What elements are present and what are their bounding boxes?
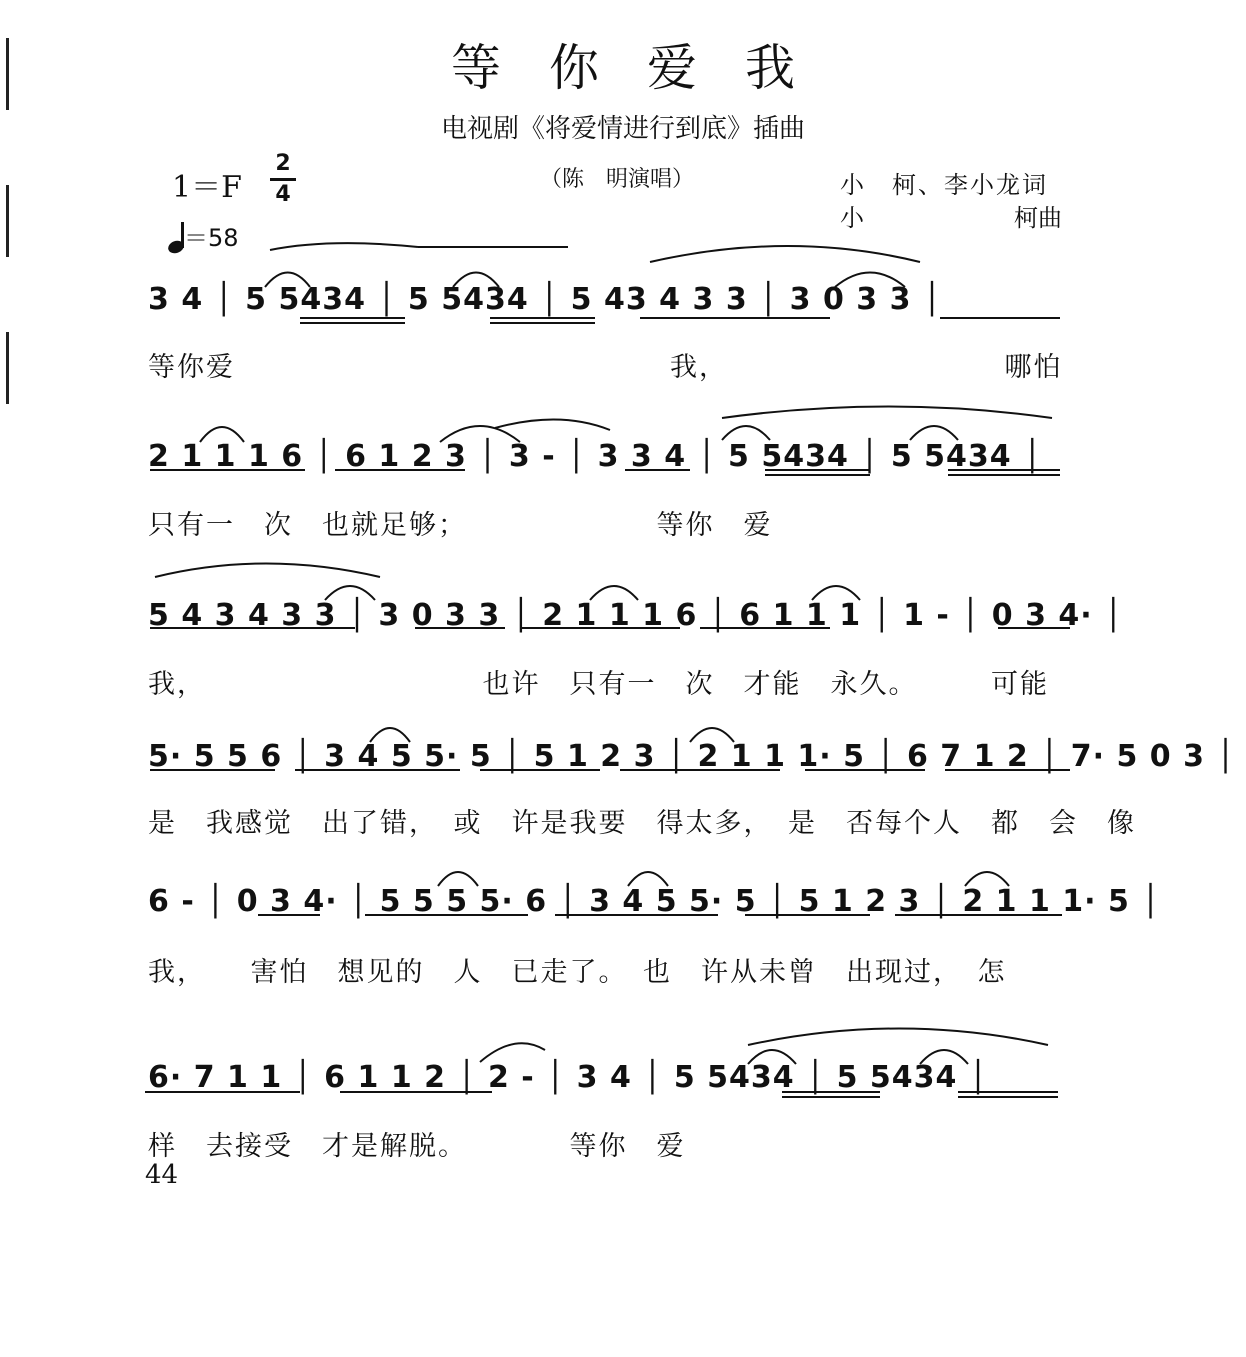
score-line-2 <box>148 437 1088 477</box>
notation-line: 6· 7 1 1 │ 6 1 1 2 │ 2 - │ 3 4 │ 5 5434 │ 5 5434 │ <box>148 1060 988 1095</box>
score-line-5 <box>148 882 1161 922</box>
quarter-note-icon <box>168 225 184 253</box>
lyrics-line-6: 样 去接受 才是解脱。 等你 爱 <box>148 1131 686 1162</box>
lyricist-credit: 小 柯、李小龙词 <box>840 171 1048 199</box>
composer-name: 小 <box>840 204 864 232</box>
notation-line: 5 4 3 4 3 3 │ 3 0 3 3 │ 2 1 1 1 6 │ 6 1 1 1 │ 1 - │ 0 3 4· │ <box>148 598 1124 633</box>
slur-arc <box>495 419 610 430</box>
composer-suffix: 柯曲 <box>1014 204 1062 232</box>
slur-arc <box>650 246 920 262</box>
notation-line: 5· 5 5 6 │ 3 4 5 5· 5 │ 5 1 2 3 │ 2 1 1 1· 5 │ 6 7 1 2 │ 7· 5 0 3 │ <box>148 739 1236 774</box>
score-line-4 <box>148 737 1236 777</box>
slur-arc <box>270 243 418 250</box>
performer: （陈 明演唱） <box>540 167 695 192</box>
time-signature-bottom: 4 <box>275 182 291 207</box>
time-signature-bar <box>270 178 296 181</box>
song-subtitle: 电视剧《将爱情进行到底》插曲 <box>440 114 805 144</box>
song-title: 等你爱我 <box>451 39 843 97</box>
lyrics-line-4: 是 我感觉 出了错， 或 许是我要 得太多， 是 否每个人 都 会 像 <box>148 808 1136 839</box>
notation-line: 3 4 │ 5 5434 │ 5 5434 │ 5 43 4 3 3 │ 3 0 3 3 │ <box>148 282 942 317</box>
slur-arc <box>155 564 380 578</box>
time-signature-top: 2 <box>275 151 291 176</box>
time-signature <box>270 152 296 207</box>
slur-arc <box>722 407 1052 419</box>
score-line-6 <box>148 1058 1088 1098</box>
composer-credit <box>840 198 1062 233</box>
tempo-marking <box>168 218 239 253</box>
slur-arc <box>748 1029 1048 1046</box>
score-line-3 <box>148 596 1124 636</box>
lyrics-line-2: 只有一 次 也就足够； 等你 爱 <box>148 510 773 541</box>
notation-line: 6 - │ 0 3 4· │ 5 5 5 5· 6 │ 3 4 5 5· 5 │ 5 1 2 3 │ 2 1 1 1· 5 │ <box>148 884 1161 919</box>
lyrics-line-3: 我， 也许 只有一 次 才能 永久。 可能 <box>148 669 1049 700</box>
page-number: 44 <box>145 1160 179 1190</box>
notation-line: 2 1 1 1 6 │ 6 1 2 3 │ 3 - │ 3 3 4 │ 5 5434 │ 5 5434 │ <box>148 439 1043 474</box>
margin-mark <box>6 185 9 257</box>
margin-mark <box>6 332 9 404</box>
lyrics-line-1: 等你爱 我， 哪怕 <box>148 352 1063 383</box>
tempo-value: ＝58 <box>184 224 239 252</box>
key-signature: 1＝F <box>172 170 242 205</box>
score-line-1 <box>148 280 1088 320</box>
lyrics-line-5: 我， 害怕 想见的 人 已走了。 也 许从未曾 出现过， 怎 <box>148 957 1007 988</box>
